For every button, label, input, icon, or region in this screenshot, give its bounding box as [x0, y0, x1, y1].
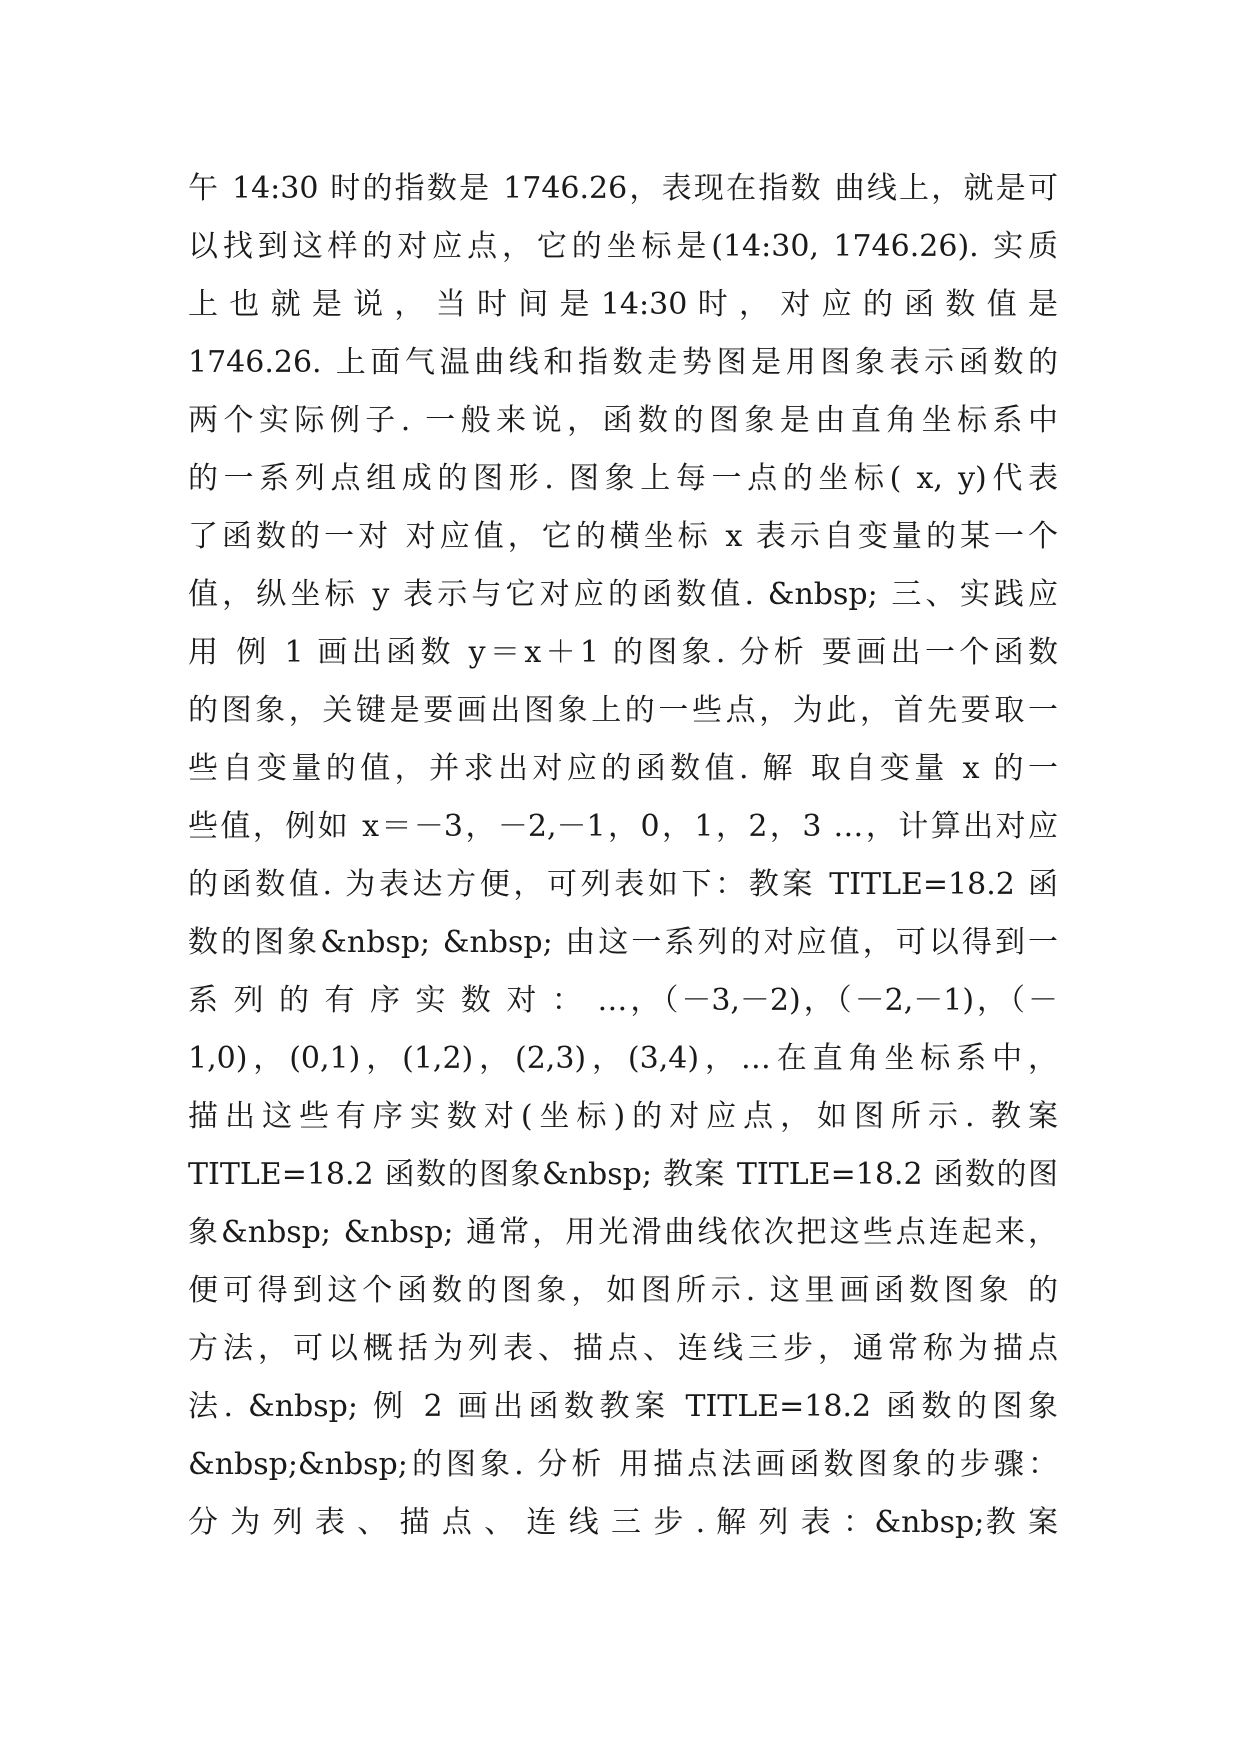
text-line: 象&nbsp; &nbsp; 通常，用光滑曲线依次把这些点连起来， [188, 1215, 1058, 1250]
text-line: 用 例 1 画出函数 y＝x＋1 的图象. 分析 要画出一个函数 [188, 635, 1058, 670]
text-line: 的一系列点组成的图形. 图象上每一点的坐标( x, y)代表 [188, 461, 1058, 496]
text-line: 以找到这样的对应点，它的坐标是(14:30, 1746.26). 实质 [188, 229, 1058, 264]
text-line: 1,0)，(0,1)，(1,2)，(2,3)，(3,4)，…在直角坐标系中， [188, 1041, 1058, 1076]
text-line: 午 14:30 时的指数是 1746.26，表现在指数 曲线上，就是可 [188, 171, 1058, 206]
text-line: 的函数值. 为表达方便，可列表如下：教案 TITLE=18.2 函 [188, 867, 1058, 902]
text-line: TITLE=18.2 函数的图象&nbsp; 教案 TITLE=18.2 函数的图 [188, 1157, 1058, 1192]
text-line: 便可得到这个函数的图象，如图所示. 这里画函数图象 的 [188, 1273, 1058, 1308]
text-line: 法. &nbsp; 例 2 画出函数教案 TITLE=18.2 函数的图象 [188, 1389, 1058, 1424]
text-line: 分 为 列 表 、 描 点 、 连 线 三 步 . 解 列 表 ：&nbsp;教 案 [188, 1505, 1058, 1540]
text-line: 些自变量的值，并求出对应的函数值. 解 取自变量 x 的一 [188, 751, 1058, 786]
text-line: 1746.26. 上面气温曲线和指数走势图是用图象表示函数的 [188, 345, 1058, 380]
text-line: 系 列 的 有 序 实 数 对 ： …，（－3,－2)，（－2,－1)，（－ [188, 983, 1058, 1018]
text-line: 上 也 就 是 说 ， 当 时 间 是 14:30 时 ， 对 应 的 函 数 值 是 [188, 287, 1058, 322]
text-line: 了函数的一对 对应值，它的横坐标 x 表示自变量的某一个 [188, 519, 1058, 554]
text-line: 些值，例如 x＝－3，－2,－1，0，1，2，3 …，计算出对应 [188, 809, 1058, 844]
body-text [188, 160, 1058, 1552]
text-line: &nbsp;&nbsp;的图象. 分析 用描点法画函数图象的步骤： [188, 1447, 1058, 1482]
text-line: 方法，可以概括为列表、描点、连线三步，通常称为描点 [188, 1331, 1058, 1366]
text-line: 两个实际例子. 一般来说，函数的图象是由直角坐标系中 [188, 403, 1058, 438]
text-line: 值，纵坐标 y 表示与它对应的函数值. &nbsp; 三、实践应 [188, 577, 1058, 612]
text-line: 描出这些有序实数对(坐标)的对应点，如图所示. 教案 [188, 1099, 1058, 1134]
text-line: 的图象，关键是要画出图象上的一些点，为此，首先要取一 [188, 693, 1058, 728]
text-line: 数的图象&nbsp; &nbsp; 由这一系列的对应值，可以得到一 [188, 925, 1058, 960]
